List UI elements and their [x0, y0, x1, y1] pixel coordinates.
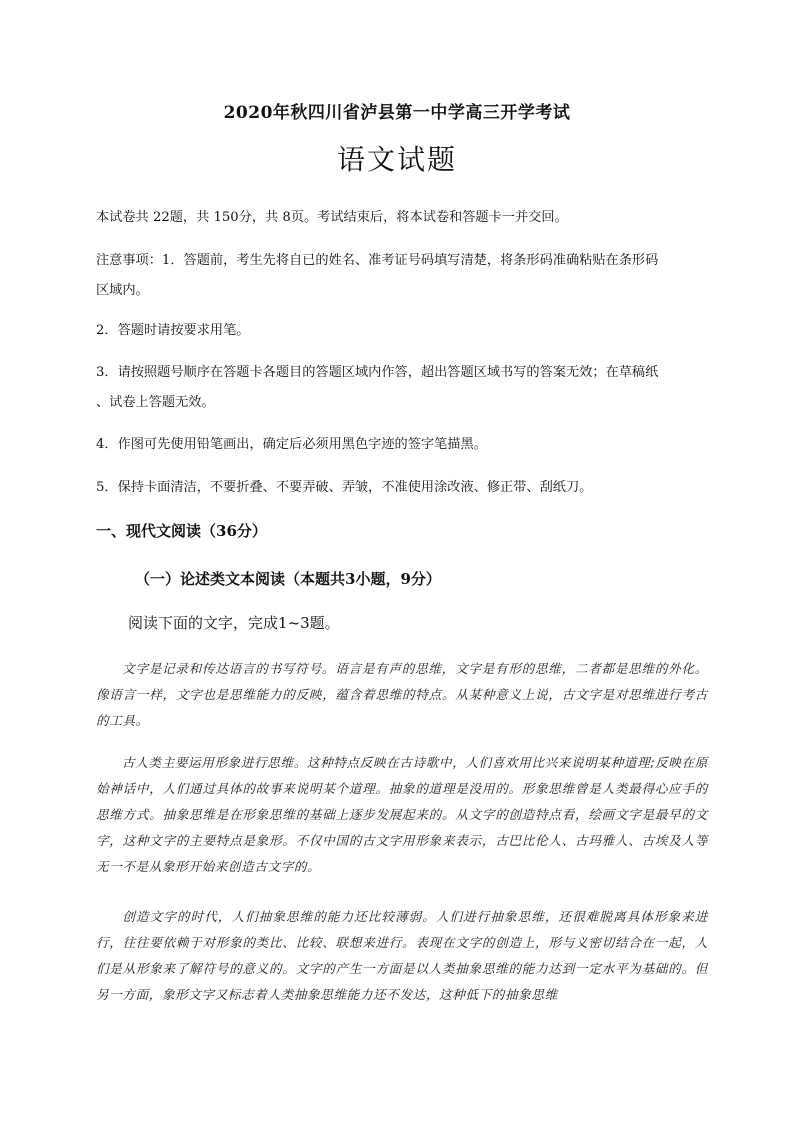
- passage-paragraph-1-text: 文字是记录和传达语言的书写符号。语言是有声的思维，文字是有形的思维，二者都是思维的外化。像语言一样，文字也是思维能力的反映，蕴含着思维的特点。从某种意义上说，古文字是对思维进行考古的工具。: [96, 661, 708, 728]
- passage-paragraph-2: [96, 750, 708, 880]
- passage-paragraph-3: [96, 904, 708, 1008]
- note-1-line-b: 区域内。: [96, 283, 149, 298]
- exam-title: 2020年秋四川省泸县第一中学高三开学考试: [223, 103, 571, 123]
- section-heading: 一、现代文阅读（36分）: [96, 522, 267, 540]
- subsection-heading: （一）论述类文本阅读（本题共3小题，9分）: [135, 570, 441, 588]
- exam-info-line: 本试卷共 22题，共 150分，共 8页。考试结束后，将本试卷和答题卡一并交回。: [96, 210, 568, 225]
- note-5: 5．保持卡面清洁，不要折叠、不要弄破、弄皱，不准使用涂改液、修正带、刮纸刀。: [96, 480, 593, 495]
- note-1-line-a: 注意事项：1．答题前，考生先将自已的姓名、准考证号码填写清楚，将条形码准确粘贴在条形码: [96, 253, 659, 268]
- note-2: 2．答题时请按要求用笔。: [96, 323, 250, 338]
- passage-paragraph-2-text: 古人类主要运用形象进行思维。这种特点反映在古诗歌中，人们喜欢用比兴来说明某种道理;反映在原始神话中，人们通过具体的故事来说明某个道理。抽象的道理是没用的。形象思维曾是人类最得心应手的思维方式。抽象思维是在形象思维的基础上逐步发展起来的。从文字的创造特点看，绘画文字是最早的文字，这种文字的主要特点是象形。不仅中国的古文字用形象来表示，古巴比伦人、古玛雅人、古埃及人等无一不是从象形开始来创造古文字的。: [96, 755, 708, 874]
- passage-paragraph-3-text: 创造文字的时代，人们抽象思维的能力还比较薄弱。人们进行抽象思维，还很难脱离具体形象来进行，往往要依赖于对形象的类比、比较、联想来进行。表现在文字的创造上，形与义密切结合在一起，人们是从形象来了解符号的意义的。文字的产生一方面是以人类抽象思维的能力达到一定水平为基础的。但另一方面，象形文字又标志着人类抽象思维能力还不发达，这种低下的抽象思维: [96, 909, 708, 1002]
- note-3-line-b: 、试卷上答题无效。: [96, 395, 215, 410]
- passage-paragraph-1: [96, 656, 708, 734]
- exam-subject-title: 语文试题: [336, 143, 457, 176]
- note-3-line-a: 3．请按照题号顺序在答题卡各题目的答题区域内作答，超出答题区域书写的答案无效；在草稿纸: [96, 365, 659, 380]
- note-4: 4．作图可先使用铅笔画出，确定后必须用黑色字迹的签字笔描黑。: [96, 437, 487, 452]
- reading-instruction: 阅读下面的文字，完成1~3题。: [128, 614, 340, 632]
